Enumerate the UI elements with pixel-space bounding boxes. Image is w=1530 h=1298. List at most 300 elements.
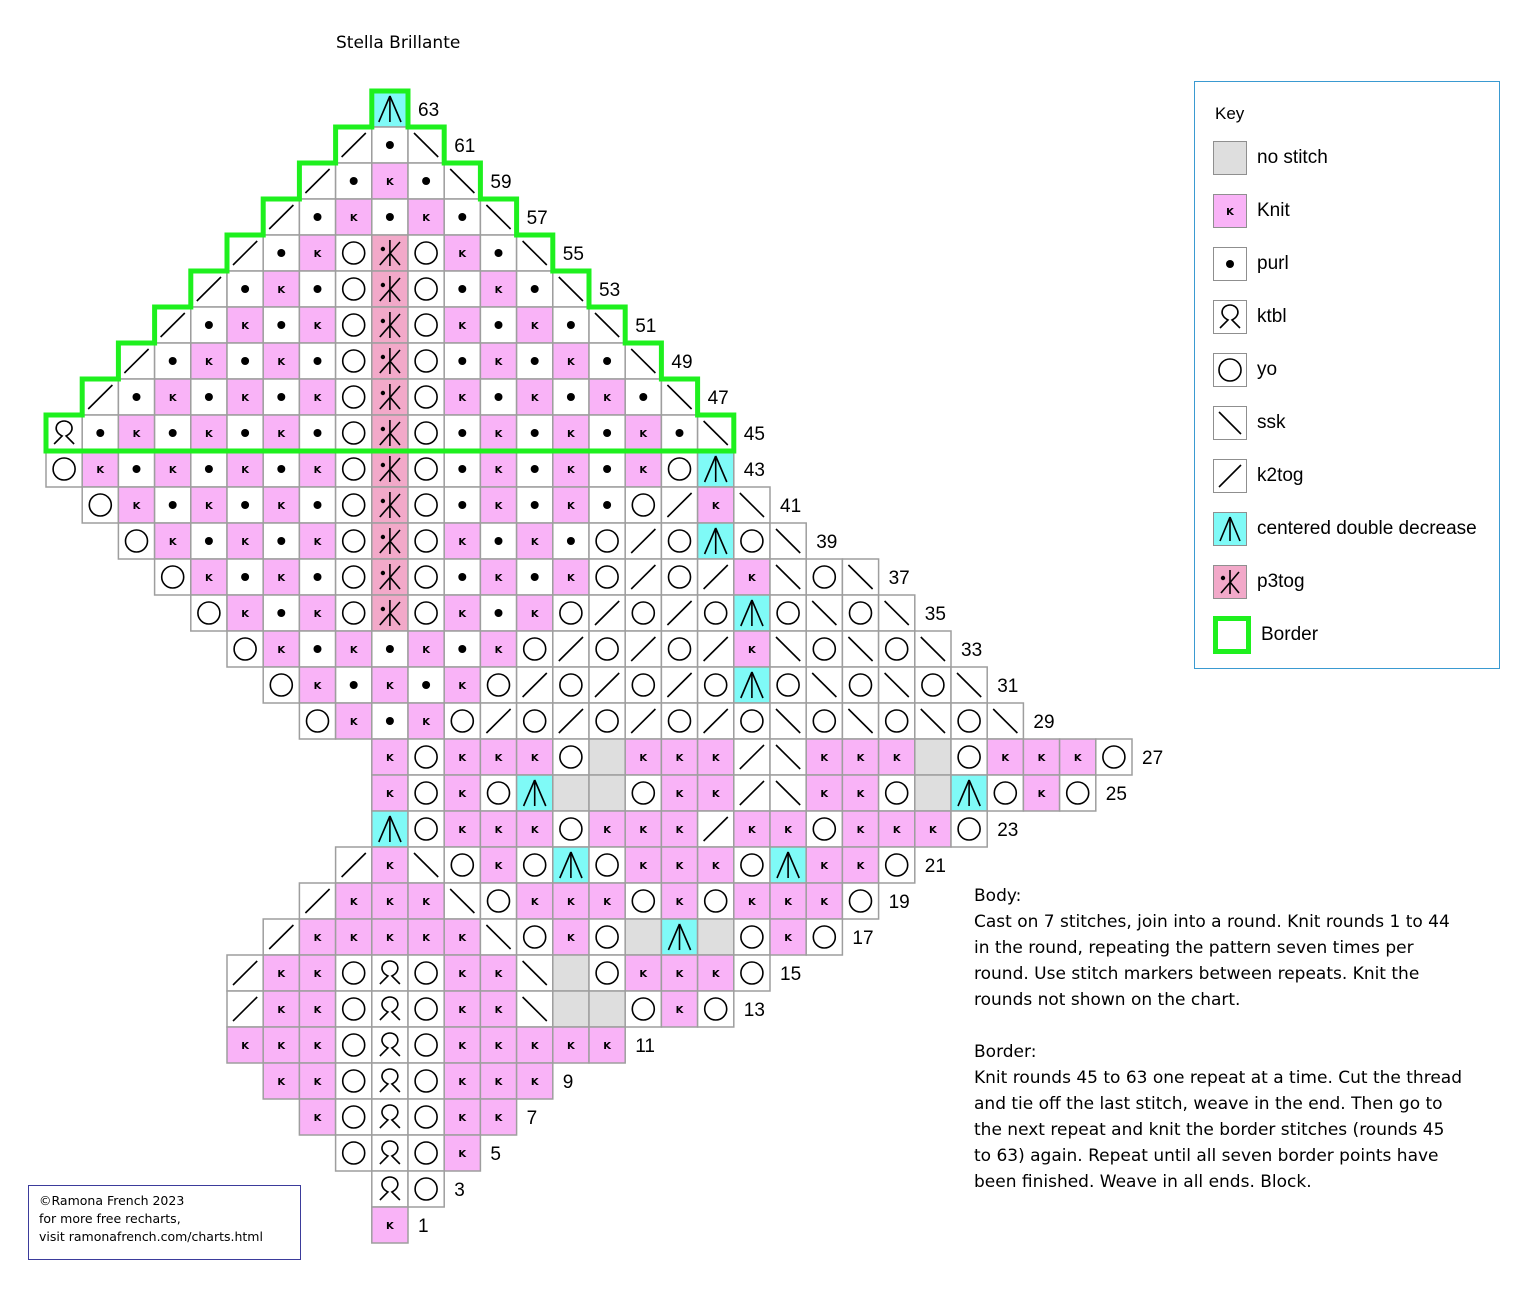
svg-text:K: K	[494, 645, 503, 656]
k2tog-icon	[1213, 459, 1247, 493]
knit-cell	[408, 919, 444, 955]
yo-cell	[915, 667, 951, 703]
knit-cell	[263, 955, 299, 991]
svg-text:K: K	[458, 969, 467, 980]
purl-cell	[408, 667, 444, 703]
knit-cell	[408, 631, 444, 667]
key-label: k2tog	[1257, 465, 1304, 486]
chart-round	[263, 919, 873, 955]
yo-cell	[625, 667, 661, 703]
copyright-box	[28, 1185, 301, 1260]
chart-round	[336, 127, 476, 163]
knit-cell	[553, 415, 589, 451]
yo-cell	[46, 451, 82, 487]
svg-text:K: K	[277, 1005, 286, 1016]
svg-text:K: K	[530, 609, 539, 620]
round-number-label: 35	[924, 604, 946, 625]
k2tog-cell	[227, 235, 263, 271]
p3tog-cell	[372, 451, 408, 487]
knit-cell	[444, 667, 480, 703]
svg-text:K: K	[675, 789, 684, 800]
yo-cell	[879, 847, 915, 883]
knit-cell	[191, 415, 227, 451]
chart-round	[191, 595, 946, 631]
yo-cell	[480, 775, 516, 811]
knit-cell	[553, 487, 589, 523]
knit-cell	[553, 343, 589, 379]
yo-cell	[408, 451, 444, 487]
knit-cell	[698, 487, 734, 523]
ssk-cell	[987, 703, 1023, 739]
svg-text:K: K	[494, 1113, 503, 1124]
yo-cell	[118, 523, 154, 559]
key-label: Knit	[1257, 200, 1290, 221]
svg-text:K: K	[458, 1149, 467, 1160]
svg-text:K: K	[313, 933, 322, 944]
knit-cell	[299, 595, 335, 631]
ktbl-cell	[372, 1135, 408, 1171]
purl-cell	[299, 631, 335, 667]
p3tog-cell	[372, 523, 408, 559]
round-number-label: 45	[743, 424, 765, 445]
yo-cell	[444, 847, 480, 883]
svg-text:K: K	[277, 969, 286, 980]
round-number-label: 59	[490, 172, 512, 193]
svg-text:K: K	[856, 789, 865, 800]
svg-text:K: K	[494, 1005, 503, 1016]
svg-text:K: K	[530, 393, 539, 404]
svg-text:K: K	[603, 1041, 611, 1052]
yo-cell	[480, 667, 516, 703]
knit-cell	[480, 415, 516, 451]
knit-cell	[372, 163, 408, 199]
k2tog-cell	[698, 703, 734, 739]
svg-text:K: K	[820, 789, 829, 800]
svg-text:K: K	[277, 1077, 286, 1088]
yo-cell	[517, 847, 553, 883]
knit-cell	[770, 919, 806, 955]
purl-cell	[263, 235, 299, 271]
ssk-cell	[625, 343, 661, 379]
purl-cell	[263, 451, 299, 487]
yo-cell	[842, 595, 878, 631]
round-number-label: 27	[1142, 748, 1164, 769]
k2tog-cell	[155, 307, 191, 343]
svg-text:K: K	[784, 825, 792, 836]
knit-cell	[517, 1027, 553, 1063]
round-number-label: 41	[780, 496, 802, 517]
yo-cell	[299, 703, 335, 739]
knit-cell	[1023, 775, 1059, 811]
svg-text:K: K	[313, 1113, 322, 1124]
knit-cell	[372, 667, 408, 703]
yo-cell	[879, 703, 915, 739]
round-number-label: 11	[635, 1036, 655, 1057]
purl-cell	[155, 343, 191, 379]
svg-text:K: K	[639, 429, 648, 440]
knit-cell	[553, 919, 589, 955]
yo-cell	[698, 595, 734, 631]
svg-text:K: K	[530, 321, 539, 332]
svg-text:K: K	[277, 429, 286, 440]
knit-icon	[1213, 194, 1247, 228]
knit-cell	[444, 991, 480, 1027]
purl-cell	[191, 451, 227, 487]
yo-icon	[1213, 353, 1247, 387]
purl-cell	[191, 523, 227, 559]
pattern-notes	[974, 883, 1464, 1221]
svg-text:K: K	[567, 357, 575, 368]
svg-text:K: K	[313, 537, 322, 548]
purl-cell	[263, 595, 299, 631]
knit-cell	[734, 631, 770, 667]
knit-cell	[480, 955, 516, 991]
svg-text:K: K	[313, 1077, 322, 1088]
svg-text:K: K	[241, 609, 249, 620]
purl-cell	[155, 487, 191, 523]
ktbl-cell	[372, 1063, 408, 1099]
ssk-cell	[517, 991, 553, 1027]
k2tog-cell	[553, 703, 589, 739]
purl-cell	[299, 271, 335, 307]
yo-cell	[517, 631, 553, 667]
knit-cell	[118, 487, 154, 523]
knit-cell	[444, 775, 480, 811]
svg-text:K: K	[639, 969, 648, 980]
knit-cell	[444, 523, 480, 559]
svg-text:K: K	[458, 537, 467, 548]
svg-text:K: K	[313, 465, 322, 476]
yo-cell	[408, 307, 444, 343]
knit-cell	[227, 307, 263, 343]
yo-cell	[408, 1063, 444, 1099]
knit-cell	[734, 811, 770, 847]
knit-cell	[698, 847, 734, 883]
svg-text:K: K	[675, 969, 684, 980]
svg-text:K: K	[1001, 753, 1010, 764]
purl-cell	[589, 415, 625, 451]
k2tog-cell	[263, 199, 299, 235]
knit-cell	[480, 1099, 516, 1135]
svg-text:K: K	[567, 501, 575, 512]
knit-cell	[806, 739, 842, 775]
purl-cell	[372, 703, 408, 739]
svg-text:K: K	[1037, 789, 1046, 800]
svg-text:K: K	[675, 1005, 684, 1016]
purl-cell	[336, 667, 372, 703]
centered-double-decrease-cell	[698, 523, 734, 559]
yo-cell	[191, 595, 227, 631]
svg-text:K: K	[313, 393, 322, 404]
svg-text:K: K	[494, 969, 503, 980]
yo-cell	[806, 811, 842, 847]
k2tog-cell	[698, 631, 734, 667]
svg-text:K: K	[277, 573, 286, 584]
knit-cell	[263, 631, 299, 667]
svg-text:K: K	[784, 933, 792, 944]
yo-cell	[625, 595, 661, 631]
svg-text:K: K	[603, 825, 611, 836]
svg-text:K: K	[639, 825, 648, 836]
knit-cell	[625, 811, 661, 847]
k2tog-cell	[661, 595, 697, 631]
chart-round	[372, 811, 1019, 847]
chart-round	[155, 559, 910, 595]
purl-cell	[444, 451, 480, 487]
centered-double-decrease-cell	[517, 775, 553, 811]
svg-text:K: K	[458, 321, 467, 332]
centered-double-decrease-cell	[734, 595, 770, 631]
svg-text:K: K	[349, 717, 358, 728]
ssk-cell	[589, 307, 625, 343]
yo-cell	[517, 703, 553, 739]
chart-key	[1194, 81, 1500, 669]
svg-text:K: K	[784, 897, 792, 908]
chart-round	[46, 415, 765, 451]
yo-cell	[589, 703, 625, 739]
chart-round	[372, 1207, 429, 1243]
svg-text:K: K	[313, 249, 322, 260]
knit-cell	[444, 739, 480, 775]
purl-cell	[408, 163, 444, 199]
body-heading: Body:	[974, 886, 1022, 906]
ssk-cell	[842, 559, 878, 595]
knit-cell	[661, 955, 697, 991]
purl-cell	[227, 415, 263, 451]
knit-cell	[191, 487, 227, 523]
yo-cell	[734, 523, 770, 559]
knit-cell	[299, 523, 335, 559]
ktbl-cell	[372, 1099, 408, 1135]
centered-double-decrease-cell	[951, 775, 987, 811]
yo-cell	[336, 1063, 372, 1099]
knit-cell	[299, 379, 335, 415]
knit-cell	[444, 595, 480, 631]
svg-text:K: K	[530, 537, 539, 548]
ssk-cell	[770, 631, 806, 667]
svg-text:K: K	[277, 501, 286, 512]
svg-text:K: K	[711, 861, 720, 872]
knit-cell	[299, 955, 335, 991]
ssk-cell	[661, 379, 697, 415]
knit-cell	[987, 739, 1023, 775]
svg-text:K: K	[639, 753, 648, 764]
yo-cell	[336, 271, 372, 307]
knit-cell	[661, 991, 697, 1027]
knit-cell	[408, 883, 444, 919]
no-stitch-icon	[1213, 141, 1247, 175]
svg-text:K: K	[168, 393, 177, 404]
purl-cell	[517, 343, 553, 379]
no-stitch-cell	[589, 775, 625, 811]
purl-cell	[82, 415, 118, 451]
knit-cell	[553, 559, 589, 595]
knit-cell	[372, 883, 408, 919]
svg-text:K: K	[386, 681, 394, 692]
k2tog-cell	[589, 667, 625, 703]
svg-text:K: K	[567, 465, 575, 476]
purl-cell	[444, 631, 480, 667]
purl-cell	[589, 487, 625, 523]
yo-cell	[770, 595, 806, 631]
knit-cell	[82, 451, 118, 487]
yo-cell	[336, 1099, 372, 1135]
purl-cell	[372, 631, 408, 667]
svg-text:K: K	[494, 501, 503, 512]
k2tog-cell	[625, 523, 661, 559]
round-number-label: 7	[526, 1108, 538, 1129]
round-number-label: 55	[562, 244, 584, 265]
knit-cell	[625, 847, 661, 883]
svg-text:K: K	[567, 933, 575, 944]
svg-text:K: K	[675, 861, 684, 872]
key-label: purl	[1257, 253, 1289, 274]
svg-text:K: K	[349, 933, 358, 944]
knit-cell	[517, 883, 553, 919]
knit-cell	[299, 451, 335, 487]
yo-cell	[589, 919, 625, 955]
purl-cell	[263, 379, 299, 415]
yo-cell	[661, 451, 697, 487]
svg-text:K: K	[422, 717, 430, 728]
border-heading: Border:	[974, 1042, 1037, 1062]
k2tog-cell	[698, 559, 734, 595]
yo-cell	[553, 595, 589, 631]
chart-round	[263, 1063, 573, 1099]
knit-cell	[263, 487, 299, 523]
purl-cell	[553, 307, 589, 343]
knit-cell	[480, 847, 516, 883]
key-item-border	[1213, 617, 1318, 653]
no-stitch-cell	[589, 991, 625, 1027]
purl-cell	[625, 379, 661, 415]
svg-text:K: K	[494, 285, 503, 296]
key-item-k2tog	[1213, 458, 1303, 494]
yo-cell	[336, 487, 372, 523]
yo-cell	[734, 919, 770, 955]
no-stitch-cell	[553, 955, 589, 991]
knit-cell	[553, 883, 589, 919]
knit-cell	[517, 379, 553, 415]
yo-cell	[842, 883, 878, 919]
yo-cell	[408, 955, 444, 991]
k2tog-cell	[227, 991, 263, 1027]
round-number-label: 5	[490, 1144, 501, 1165]
yo-cell	[408, 1027, 444, 1063]
knit-cell	[118, 415, 154, 451]
centered-double-decrease-cell	[734, 667, 770, 703]
svg-text:K: K	[1037, 753, 1046, 764]
yo-cell	[336, 235, 372, 271]
svg-text:K: K	[567, 429, 575, 440]
knit-cell	[661, 811, 697, 847]
knit-cell	[589, 379, 625, 415]
ssk-cell	[770, 739, 806, 775]
svg-text:K: K	[205, 429, 213, 440]
yo-cell	[336, 307, 372, 343]
yo-cell	[698, 667, 734, 703]
no-stitch-cell	[553, 775, 589, 811]
knit-cell	[661, 847, 697, 883]
chart-round	[191, 271, 620, 307]
knit-cell	[517, 523, 553, 559]
knit-cell	[263, 559, 299, 595]
chart-round	[46, 451, 765, 487]
purl-cell	[517, 451, 553, 487]
knit-cell	[806, 775, 842, 811]
knit-cell	[480, 991, 516, 1027]
svg-text:K: K	[422, 213, 430, 224]
chart-round	[263, 667, 1018, 703]
round-number-label: 51	[635, 316, 657, 337]
key-label: yo	[1257, 359, 1278, 380]
knit-cell	[1023, 739, 1059, 775]
yo-cell	[987, 775, 1023, 811]
svg-text:K: K	[820, 897, 829, 908]
yo-cell	[553, 811, 589, 847]
ssk-cell	[480, 919, 516, 955]
svg-text:K: K	[349, 213, 358, 224]
yo-cell	[480, 883, 516, 919]
p3tog-cell	[372, 559, 408, 595]
purl-cell	[517, 487, 553, 523]
svg-text:K: K	[313, 321, 322, 332]
knit-cell	[227, 523, 263, 559]
key-item-purl	[1213, 246, 1289, 282]
p3tog-cell	[372, 343, 408, 379]
svg-text:K: K	[458, 1041, 467, 1052]
no-stitch-cell	[553, 991, 589, 1027]
chart-round	[372, 739, 1163, 775]
knit-cell	[155, 523, 191, 559]
knit-cell	[480, 1027, 516, 1063]
key-label: no stitch	[1257, 147, 1328, 168]
svg-text:K: K	[349, 645, 358, 656]
knit-cell	[227, 451, 263, 487]
chart-round	[82, 487, 801, 523]
ssk-cell	[444, 883, 480, 919]
round-number-label: 33	[961, 640, 983, 661]
yo-cell	[553, 739, 589, 775]
round-number-label: 19	[888, 892, 910, 913]
yo-cell	[336, 415, 372, 451]
chart-round	[118, 343, 692, 379]
ssk-cell	[408, 127, 444, 163]
centered-double-decrease-cell	[698, 451, 734, 487]
yo-cell	[770, 667, 806, 703]
ssk-cell	[842, 631, 878, 667]
no-stitch-cell	[915, 775, 951, 811]
yo-cell	[336, 1027, 372, 1063]
knit-cell	[879, 811, 915, 847]
ssk-cell	[517, 955, 553, 991]
yo-cell	[625, 991, 661, 1027]
yo-cell	[336, 343, 372, 379]
purl-cell	[227, 559, 263, 595]
svg-text:K: K	[530, 825, 539, 836]
yo-cell	[336, 379, 372, 415]
yo-cell	[517, 919, 553, 955]
svg-text:K: K	[205, 501, 213, 512]
yo-cell	[408, 523, 444, 559]
centered-double-decrease-cell	[372, 811, 408, 847]
ssk-cell	[734, 487, 770, 523]
knit-cell	[444, 307, 480, 343]
no-stitch-cell	[698, 919, 734, 955]
key-item-ktbl	[1213, 299, 1287, 335]
svg-text:K: K	[567, 1041, 575, 1052]
svg-text:K: K	[205, 573, 213, 584]
